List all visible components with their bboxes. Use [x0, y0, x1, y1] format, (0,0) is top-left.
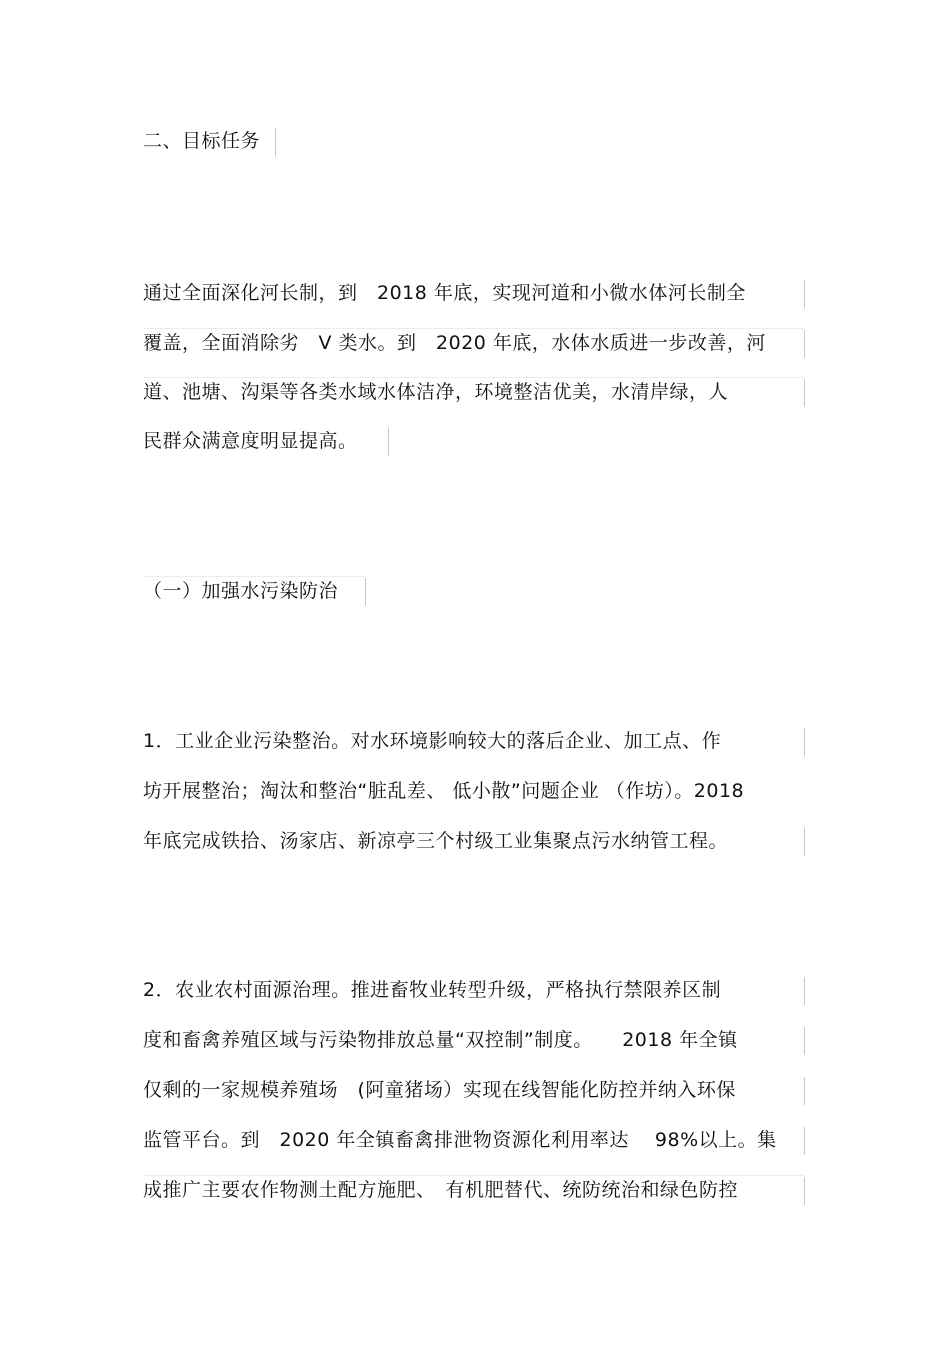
item2-line-1: 2．农业农村面源治理。推进畜牧业转型升级，严格执行禁限养区制	[143, 979, 722, 1001]
text-box-edge	[804, 728, 805, 756]
item2-line-3: 仅剩的一家规模养殖场 (阿童猪场）实现在线智能化防控并纳入环保	[143, 1079, 736, 1101]
goal-line-4: 民群众满意度明显提高。	[143, 430, 358, 452]
goal-line-2: 覆盖，全面消除劣 V 类水。到 2020 年底，水体水质进一步改善，河	[143, 332, 766, 354]
text-box-edge	[804, 828, 805, 856]
text-box-edge	[804, 1177, 805, 1205]
goal-line-1: 通过全面深化河长制，到 2018 年底，实现河道和小微水体河长制全	[143, 282, 746, 304]
item1-line-1: 1．工业企业污染整治。对水环境影响较大的落后企业、加工点、作	[143, 730, 722, 752]
goal-line-3: 道、池塘、沟渠等各类水域水体洁净，环境整洁优美，水清岸绿，人	[143, 381, 729, 403]
text-box-edge	[804, 1127, 805, 1155]
text-box-edge	[365, 578, 366, 606]
text-box-edge	[804, 330, 805, 358]
text-box-edge	[804, 1077, 805, 1105]
text-box-rule	[143, 377, 804, 378]
section-heading: 二、目标任务	[143, 130, 261, 152]
text-box-edge	[804, 280, 805, 308]
item2-line-4: 监管平台。到 2020 年全镇畜禽排泄物资源化利用率达 98%以上。集	[143, 1129, 777, 1151]
text-box-rule	[143, 328, 804, 329]
text-box-edge	[804, 1027, 805, 1055]
item2-line-2: 度和畜禽养殖区域与污染物排放总量“双控制”制度。 2018 年全镇	[143, 1029, 738, 1051]
text-box-edge	[804, 977, 805, 1005]
text-box-edge	[388, 428, 389, 456]
text-box-edge	[275, 128, 276, 156]
item2-line-5: 成推广主要农作物测土配方施肥、 有机肥替代、统防统治和绿色防控	[143, 1179, 739, 1201]
text-box-rule	[143, 576, 365, 577]
text-box-edge	[804, 379, 805, 407]
text-box-rule	[143, 1175, 804, 1176]
item1-line-3: 年底完成铁拾、汤家店、新凉亭三个村级工业集聚点污水纳管工程。	[143, 830, 729, 852]
subsection-heading: （一）加强水污染防治	[143, 580, 339, 602]
item1-line-2: 坊开展整治；淘汰和整治“脏乱差、 低小散”问题企业 （作坊）。2018	[143, 780, 745, 802]
